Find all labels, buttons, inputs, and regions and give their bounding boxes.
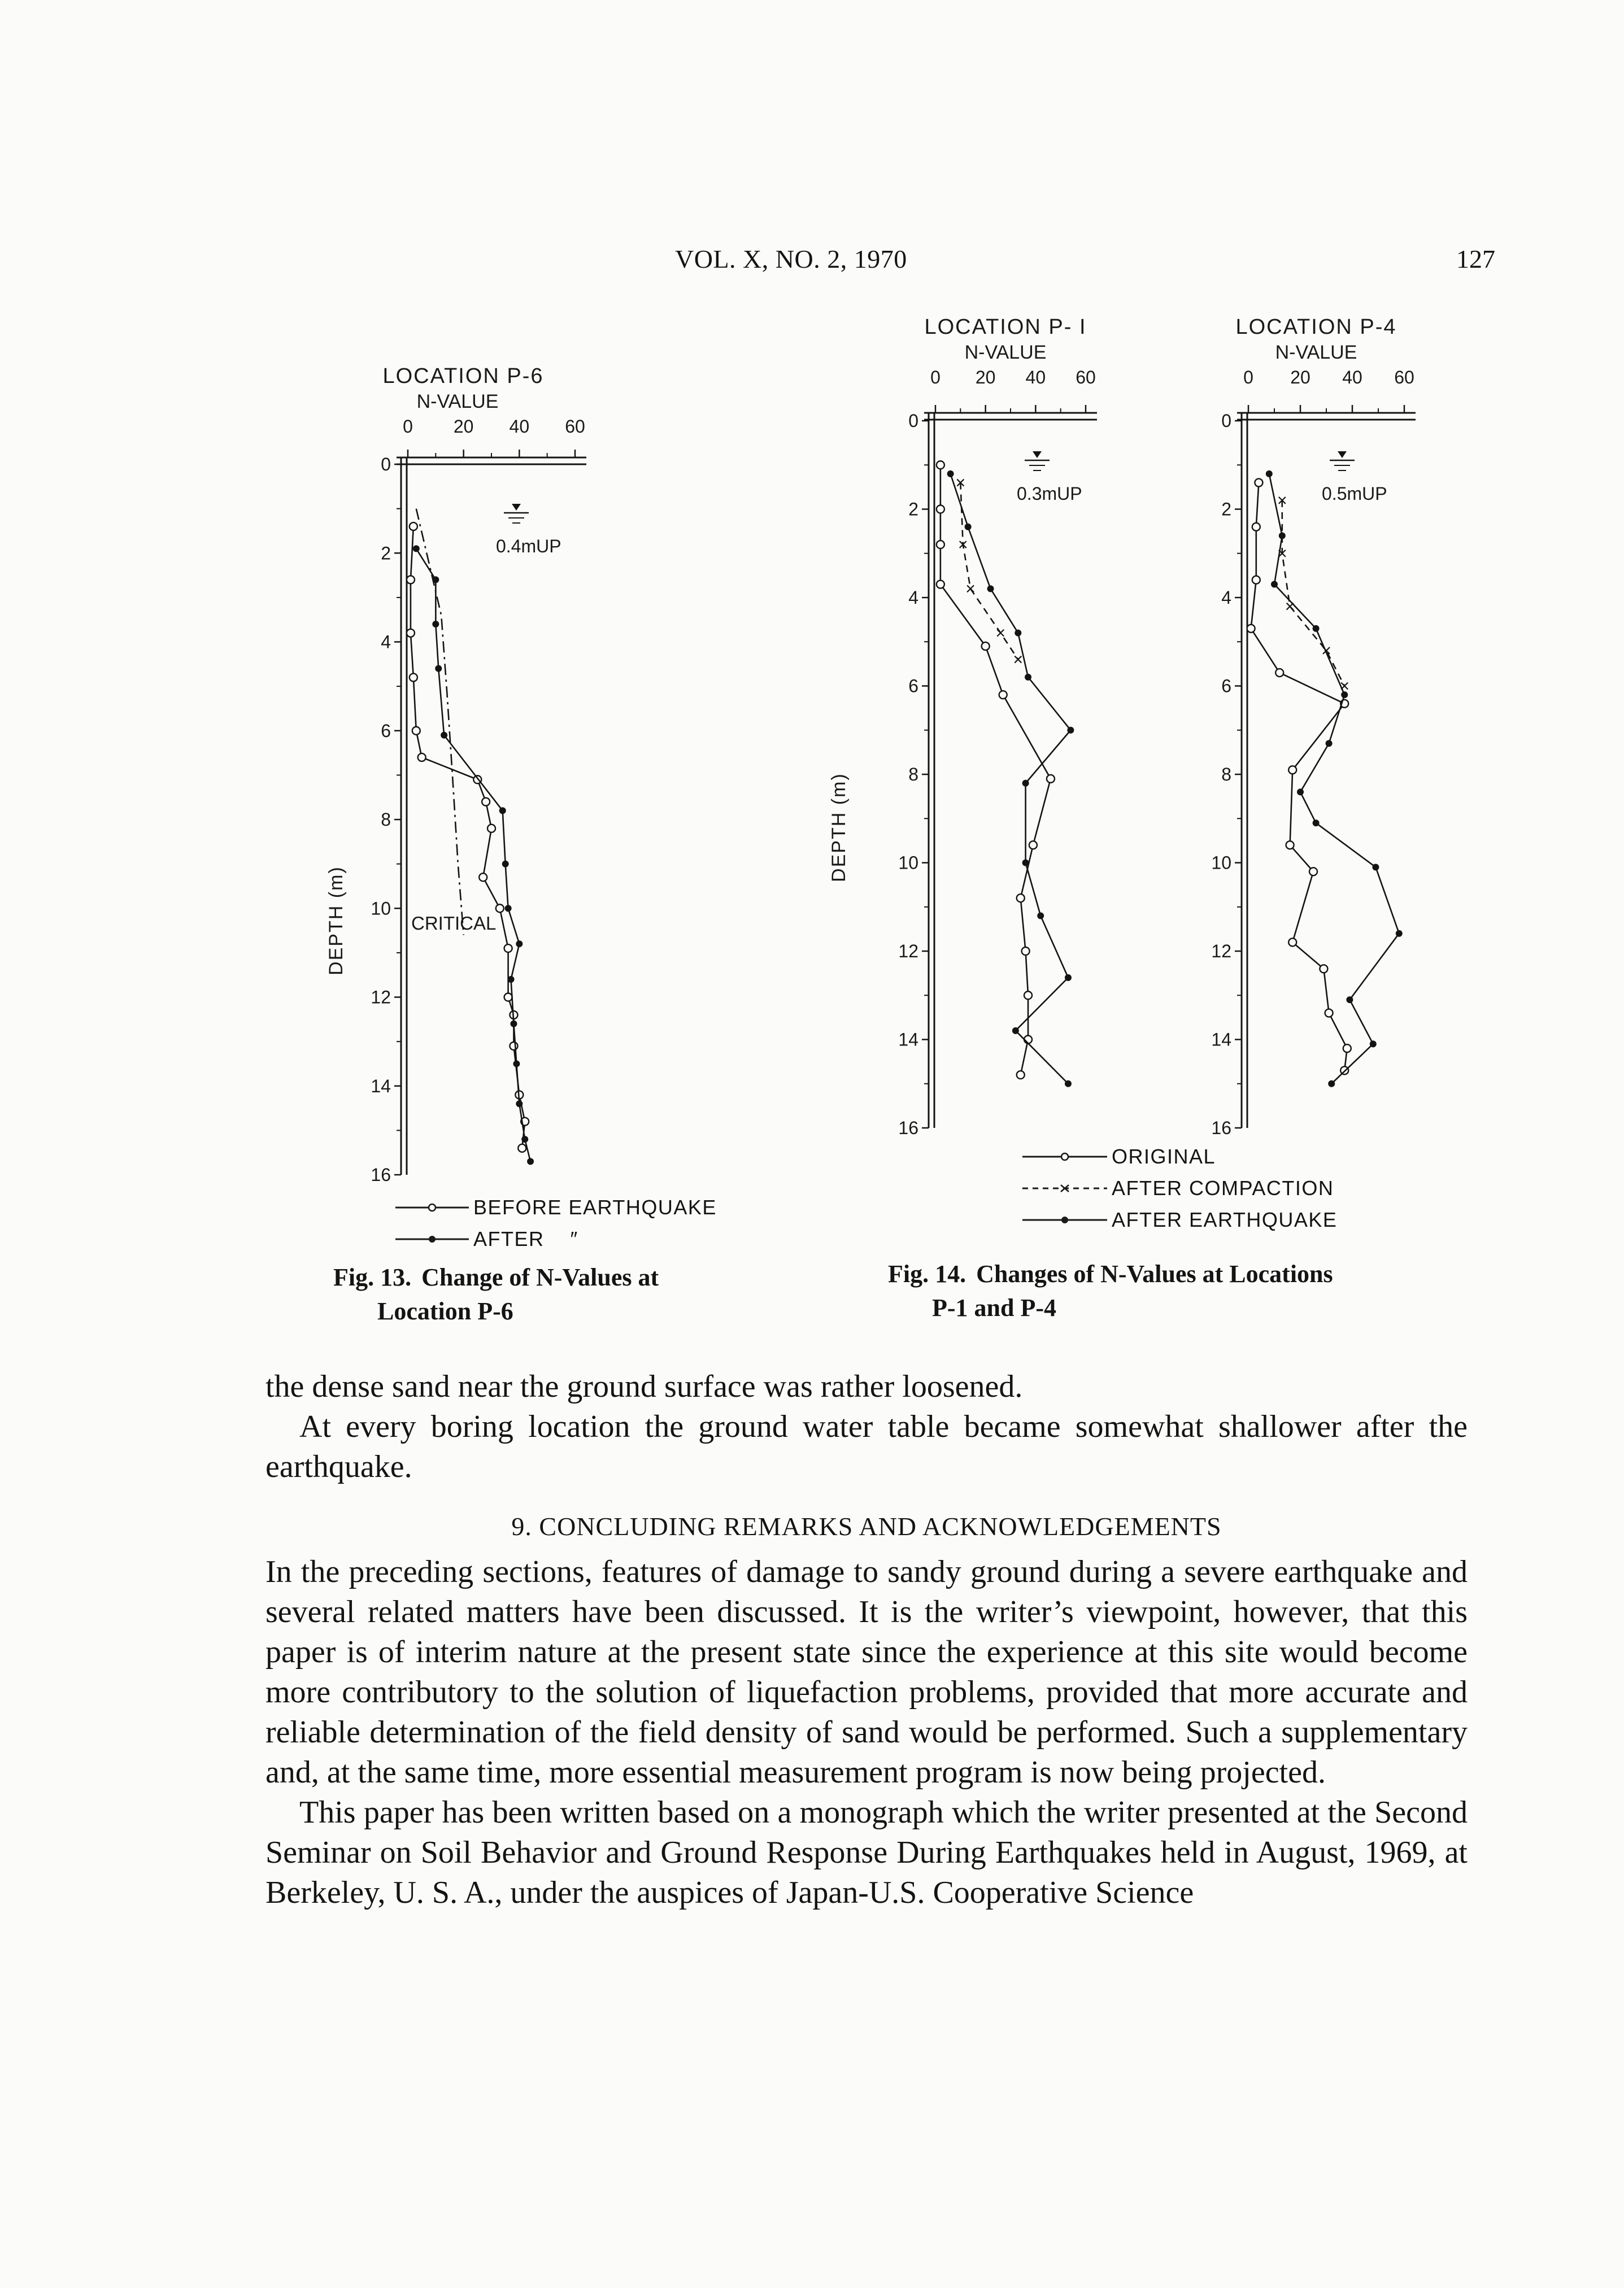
water-table-triangle [512,504,521,511]
data-point-filled-dot [1396,930,1403,937]
data-point-filled-dot [1037,912,1044,919]
body-text [265,1367,1468,1913]
data-point-filled-dot [499,807,506,814]
data-point-open-circle [1017,894,1025,902]
series-after-compaction [1279,497,1348,690]
data-point-filled-dot [432,621,439,627]
series-line [960,483,1018,660]
data-point-open-circle [937,505,944,513]
x-axis-label: N-VALUE [416,391,499,412]
water-table-label: 0.5mUP [1322,483,1387,504]
paragraph: In the preceding sections, features of damage to sandy ground during a severe earthquake and several related matters have been discussed. It is the writer’s viewpoint, however, that this paper is of interim nature at the present state since the experience at this site would become more contributory to the solution of liquefaction problems, provided that more accurate and reliable determination of the field density of sand would be performed. Such a supplementary and, at the same time, more essential measurement program is now being projected. [265,1554,1468,1790]
data-point-open-circle [504,993,512,1001]
legend-p1-p4 [1022,1141,1337,1236]
series-line [941,465,1051,1075]
y-tick-label: 14 [898,1029,918,1050]
data-point-open-circle [510,1042,517,1050]
chart-title: LOCATION P-4 [1235,315,1397,339]
x-tick-label: 40 [1025,367,1046,387]
y-tick-label: 6 [381,720,391,741]
data-point-filled-dot [441,732,447,739]
data-point-filled-dot [1372,864,1379,870]
water-table-label: 0.3mUP [1017,483,1082,504]
legend-swatch-open-circle [1022,1151,1107,1162]
data-point-open-circle [496,904,504,912]
y-tick-label: 0 [381,454,391,474]
legend-entry [1022,1173,1337,1204]
data-point-filled-dot [1271,581,1278,588]
paragraph: the dense sand near the ground surface was rather loosened. [265,1369,1023,1404]
data-point-open-circle [482,798,490,806]
water-table-label: 0.4mUP [496,536,561,556]
data-point-filled-dot [1328,1080,1335,1087]
section-heading: 9. CONCLUDING REMARKS AND ACKNOWLEDGEMENTS [511,1512,1222,1541]
data-point-open-circle [1017,1071,1025,1079]
legend-label: AFTER COMPACTION [1112,1176,1334,1200]
data-point-open-circle [479,873,487,881]
data-point-cross [967,585,974,592]
y-tick-label: 4 [908,587,918,608]
y-tick-label: 4 [381,631,391,652]
chart-title: LOCATION P- I [924,315,1087,339]
data-point-filled-dot [1025,674,1031,681]
data-point-open-circle [1275,669,1283,677]
data-point-filled-dot [1065,1080,1072,1087]
legend-entry [395,1223,717,1255]
legend-label: AFTER ″ [473,1227,578,1250]
series-line [1282,500,1344,686]
data-point-filled-dot [1067,727,1074,734]
x-tick-label: 20 [1290,367,1310,387]
data-point-open-circle [1286,841,1294,849]
data-point-open-circle [1252,523,1260,531]
caption-line: P-1 and P-4 [932,1294,1056,1322]
data-point-filled-dot [1015,630,1021,637]
y-axis-label: DEPTH (m) [325,866,347,975]
data-point-filled-dot [513,1060,520,1067]
data-point-filled-dot [1065,974,1072,981]
series-line [411,526,525,1148]
x-tick-label: 20 [975,367,996,387]
series-line [416,548,530,1161]
data-point-filled-dot [502,861,509,868]
legend-swatch-cross [1022,1183,1107,1194]
data-point-open-circle [1288,938,1296,946]
data-point-filled-dot [516,940,523,947]
data-point-open-circle [1309,868,1317,875]
y-tick-label: 4 [1221,587,1231,608]
data-point-filled-dot [521,1136,528,1143]
x-tick-label: 0 [1243,367,1253,387]
data-point-open-circle [1343,1044,1351,1052]
x-tick-label: 60 [1394,367,1414,387]
chart-location-p1 [825,308,1164,1144]
series-after [413,545,534,1165]
y-tick-label: 10 [1211,852,1231,873]
legend-entry [1022,1204,1337,1236]
y-tick-label: 8 [908,764,918,785]
figure-number: Fig. 14. [888,1260,966,1288]
critical-label: CRITICAL [411,913,497,934]
legend-swatch-filled-dot [1022,1214,1107,1226]
series-after-earthquake [1266,470,1403,1087]
caption-line: Changes of N-Values at Locations [976,1260,1333,1288]
data-point-cross [1015,656,1021,663]
data-point-open-circle [937,541,944,548]
caption-line: Change of N-Values at [421,1263,659,1291]
chart-location-p4 [1158,308,1497,1144]
data-point-filled-dot [1279,532,1286,539]
data-point-filled-dot [947,470,954,477]
data-point-open-circle [410,673,417,681]
water-table-marker [1025,451,1050,470]
y-tick-label: 6 [908,675,918,696]
series-after-compaction [957,480,1021,663]
series-line [1269,474,1399,1084]
caption-line: Location P-6 [377,1297,513,1325]
data-point-open-circle [982,642,990,650]
legend-swatch-open-circle [395,1202,469,1213]
x-tick-label: 40 [1342,367,1362,387]
data-point-open-circle [1320,965,1327,973]
paragraph: At every boring location the ground water table became somewhat shallower after the earthquake. [265,1409,1468,1484]
water-table-marker [504,504,529,523]
y-tick-label: 8 [1221,764,1231,785]
y-tick-label: 2 [1221,499,1231,520]
x-axis-label: N-VALUE [964,342,1047,363]
data-point-open-circle [418,753,426,761]
x-tick-label: 40 [509,416,530,437]
data-point-filled-dot [1341,691,1348,698]
data-point-open-circle [410,522,417,530]
legend-label: ORIGINAL [1112,1145,1216,1168]
y-tick-label: 14 [1211,1029,1231,1050]
x-tick-label: 0 [930,367,941,387]
data-point-open-circle [407,576,415,583]
y-tick-label: 12 [898,941,918,961]
legend-entry [1022,1141,1337,1173]
data-point-open-circle [1252,576,1260,584]
y-tick-label: 16 [1211,1118,1231,1138]
data-point-filled-dot [1313,820,1320,826]
x-tick-label: 60 [565,416,585,437]
y-tick-label: 10 [898,852,918,873]
data-point-open-circle [1029,841,1037,849]
y-tick-label: 10 [371,898,391,919]
series-line [416,509,464,935]
data-point-open-circle [999,691,1007,699]
y-tick-label: 6 [1221,675,1231,696]
data-point-filled-dot [1266,470,1273,477]
data-point-filled-dot [1313,625,1320,632]
data-point-filled-dot [965,524,972,530]
y-tick-label: 16 [898,1118,918,1138]
running-head: VOL. X, NO. 2, 1970 [675,245,907,273]
data-point-cross [997,630,1004,637]
data-point-filled-dot [1297,788,1304,795]
data-point-filled-dot [987,585,994,592]
x-tick-label: 0 [403,416,413,437]
data-point-open-circle [1047,775,1055,783]
series-before-earthquake [407,522,529,1152]
chart-location-p6 [305,356,734,1192]
y-tick-label: 8 [381,809,391,830]
x-tick-label: 60 [1076,367,1096,387]
data-point-filled-dot [505,905,512,912]
chart-title: LOCATION P-6 [382,364,544,388]
data-point-open-circle [504,944,512,952]
data-point-filled-dot [508,976,515,983]
data-point-open-circle [412,727,420,735]
y-tick-label: 2 [381,543,391,564]
series-critical [416,509,464,935]
y-tick-label: 14 [371,1075,391,1096]
data-point-open-circle [518,1144,526,1152]
y-tick-label: 12 [371,987,391,1008]
water-table-marker [1330,451,1355,470]
figure-number: Fig. 13. [333,1263,412,1291]
y-tick-label: 0 [908,411,918,431]
series-original [1247,479,1351,1075]
series-line [1251,483,1347,1071]
legend-entry [395,1192,717,1223]
data-point-filled-dot [510,1021,517,1027]
figure-13-caption [333,1261,659,1328]
y-tick-label: 16 [371,1165,391,1185]
data-point-filled-dot [516,1100,523,1107]
data-point-open-circle [487,825,495,833]
y-axis-label: DEPTH (m) [828,773,850,882]
data-point-open-circle [1024,991,1032,999]
data-point-filled-dot [527,1158,534,1165]
data-point-filled-dot [413,545,420,552]
data-point-filled-dot [435,665,442,672]
legend-p6 [395,1192,717,1255]
data-point-open-circle [1325,1009,1333,1017]
paragraph: This paper has been written based on a monograph which the writer presented at the Second Seminar on Soil Behavior and Ground Response During Earthquakes held in August, 1969, at Berkeley, U. S. A., under the auspices of Japan-U.S. Cooperative Science [265,1795,1468,1910]
water-table-triangle [1338,451,1347,458]
data-point-open-circle [1022,947,1030,955]
data-point-filled-dot [1022,780,1029,787]
data-point-filled-dot [1346,996,1353,1003]
water-table-triangle [1033,451,1042,458]
y-tick-label: 0 [1221,411,1231,431]
data-point-open-circle [1288,766,1296,774]
page-number: 127 [1456,245,1495,273]
x-tick-label: 20 [453,416,474,437]
data-point-open-circle [407,629,415,637]
y-tick-label: 2 [908,499,918,520]
data-point-open-circle [937,581,944,589]
data-point-open-circle [1255,479,1262,487]
data-point-open-circle [1247,625,1255,633]
figure-14-caption [888,1257,1333,1325]
legend-swatch-filled-dot [395,1234,469,1245]
data-point-filled-dot [1370,1040,1377,1047]
data-point-filled-dot [1326,740,1333,747]
data-point-filled-dot [1012,1027,1019,1034]
x-axis-label: N-VALUE [1275,342,1357,363]
legend-label: AFTER EARTHQUAKE [1112,1208,1338,1231]
y-tick-label: 12 [1211,941,1231,961]
data-point-filled-dot [1022,860,1029,866]
legend-label: BEFORE EARTHQUAKE [473,1196,717,1219]
data-point-open-circle [937,461,944,469]
